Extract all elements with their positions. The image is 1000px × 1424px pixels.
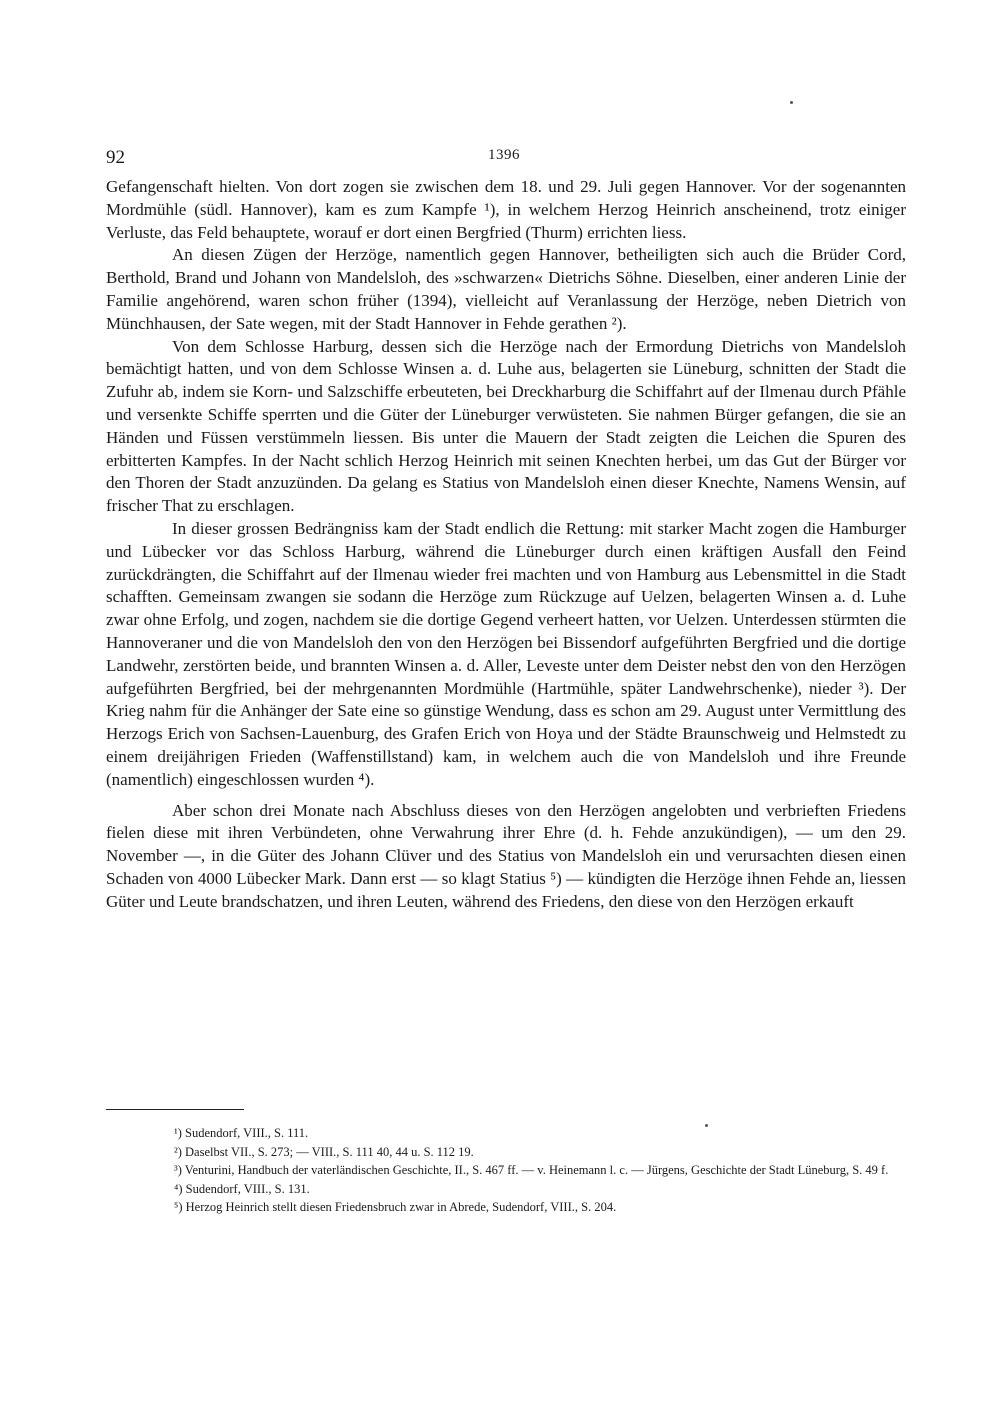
running-head-year: 1396 — [488, 147, 520, 163]
footnote: ⁵) Herzog Heinrich stellt diesen Friedensbruch zwar in Abrede, Sudendorf, VIII., S. 204. — [174, 1200, 617, 1214]
body-text — [106, 176, 906, 914]
scan-speck — [705, 1124, 708, 1127]
paragraph: Aber schon drei Monate nach Abschluss dieses von den Herzögen angelobten und verbrieften Friedens fielen diese mit ihren Verbündeten, ohne Verwahrung ihrer Ehre (d. h. Fehde anzukündigen), — um den 29. November —, in die Güter des Johann Clüver und des Statius von Mandelsloh ein und verursachten diesen einen Schaden von 4000 Lübecker Mark. Dann erst — so klagt Statius ⁵) — kündigten die Herzöge ihnen Fehde an, liessen Güter und Leute brandschatzen, und ihren Leuten, während des Friedens, den diese von den Herzögen erkauft — [106, 800, 906, 911]
paragraph: Gefangenschaft hielten. Von dort zogen sie zwischen dem 18. und 29. Juli gegen Hannover. Vor der sogenannten Mordmühle (südl. Hannover), kam es zum Kampfe ¹), in welchem Herzog Heinrich anscheinend, trotz einiger Verluste, das Feld behauptete, worauf er dort einen Bergfried (Thurm) errichten liess. — [106, 177, 906, 242]
paragraph: Von dem Schlosse Harburg, dessen sich die Herzöge nach der Ermordung Dietrichs von Mandelsloh bemächtigt hatten, und von dem Schlosse Winsen a. d. Luhe aus, belagerten sie Lüneburg, schnitten der Stadt die Zufuhr ab, indem sie Korn- und Salzschiffe erbeuteten, bei Dreckharburg die Schiffahrt auf der Ilmenau durch Pfähle und versenkte Schiffe sperrten und die Güter der Lüneburger verwüsteten. Sie nahmen Bürger gefangen, die sie an Händen und Füssen verstümmeln liessen. Bis unter die Mauern der Stadt zeigten die Leichen die Spuren des erbitterten Kampfes. In der Nacht schlich Herzog Heinrich mit seinen Knechten herbei, um das Gut der Bürger vor den Thoren der Stadt anzuzünden. Da gelang es Statius von Mandelsloh einen dieser Knechte, Namens Wensin, auf frischer That zu erschlagen. — [106, 336, 906, 516]
paragraph: An diesen Zügen der Herzöge, namentlich gegen Hannover, betheiligten sich auch die Brüder Cord, Berthold, Brand und Johann von Mandelsloh, des »schwarzen« Dietrichs Söhne. Dieselben, einer anderen Linie der Familie angehörend, waren schon früher (1394), vielleicht auf Veranlassung der Herzöge, neben Dietrich von Münchhausen, der Sate wegen, mit der Stadt Hannover in Fehde gerathen ²). — [106, 245, 906, 333]
footnotes — [106, 1124, 911, 1217]
footnote: ²) Daselbst VII., S. 273; — VIII., S. 111 40, 44 u. S. 112 19. — [174, 1144, 474, 1159]
footnote: ³) Venturini, Handbuch der vaterländischen Geschichte, II., S. 467 ff. — v. Heinemann l. c. — Jürgens, Geschichte der Stadt Lüneburg, S. 49 f. — [174, 1163, 889, 1177]
footnote-separator — [106, 1109, 244, 1110]
scan-speck — [790, 101, 793, 104]
footnote: ¹) Sudendorf, VIII., S. 111. — [174, 1126, 309, 1140]
page-number: 92 — [106, 147, 125, 168]
footnote: ⁴) Sudendorf, VIII., S. 131. — [174, 1181, 310, 1196]
paragraph: In dieser grossen Bedrängniss kam der Stadt endlich die Rettung: mit starker Macht zogen die Hamburger und Lübecker vor das Schloss Harburg, während die Lüneburger durch einen kräftigen Ausfall den Feind zurückdrängten, die Schiffahrt auf der Ilmenau wieder frei machten und von Hamburg aus Lebensmittel in die Stadt schafften. Gemeinsam zwangen sie sodann die Herzöge zum Rückzuge auf Uelzen, belagerten Winsen a. d. Luhe zwar ohne Erfolg, und zogen, nachdem sie die dortige Gegend verheert hatten, vor Uelzen. Unterdessen stürmten die Hannoveraner und die von Mandelsloh den von den Herzögen bei Bissendorf aufgeführten Bergfried und die dortige Landwehr, zerstörten beide, und brannten Winsen a. d. Aller, Leveste unter dem Deister nebst den von den Herzögen aufgeführten Bergfried, bei der mehrgenannten Mordmühle (Hartmühle, später Landwehrschenke), nieder ³). Der Krieg nahm für die Anhänger der Sate eine so günstige Wendung, dass es schon am 29. August unter Vermittlung des Herzogs Erich von Sachsen-Lauenburg, des Grafen Erich von Hoya und der Städte Braunschweig und Helmstedt zu einem dreijährigen Frieden (Waffenstillstand) kam, in welchem auch die von Mandelsloh und ihre Freunde (namentlich) eingeschlossen wurden ⁴). — [106, 518, 906, 789]
